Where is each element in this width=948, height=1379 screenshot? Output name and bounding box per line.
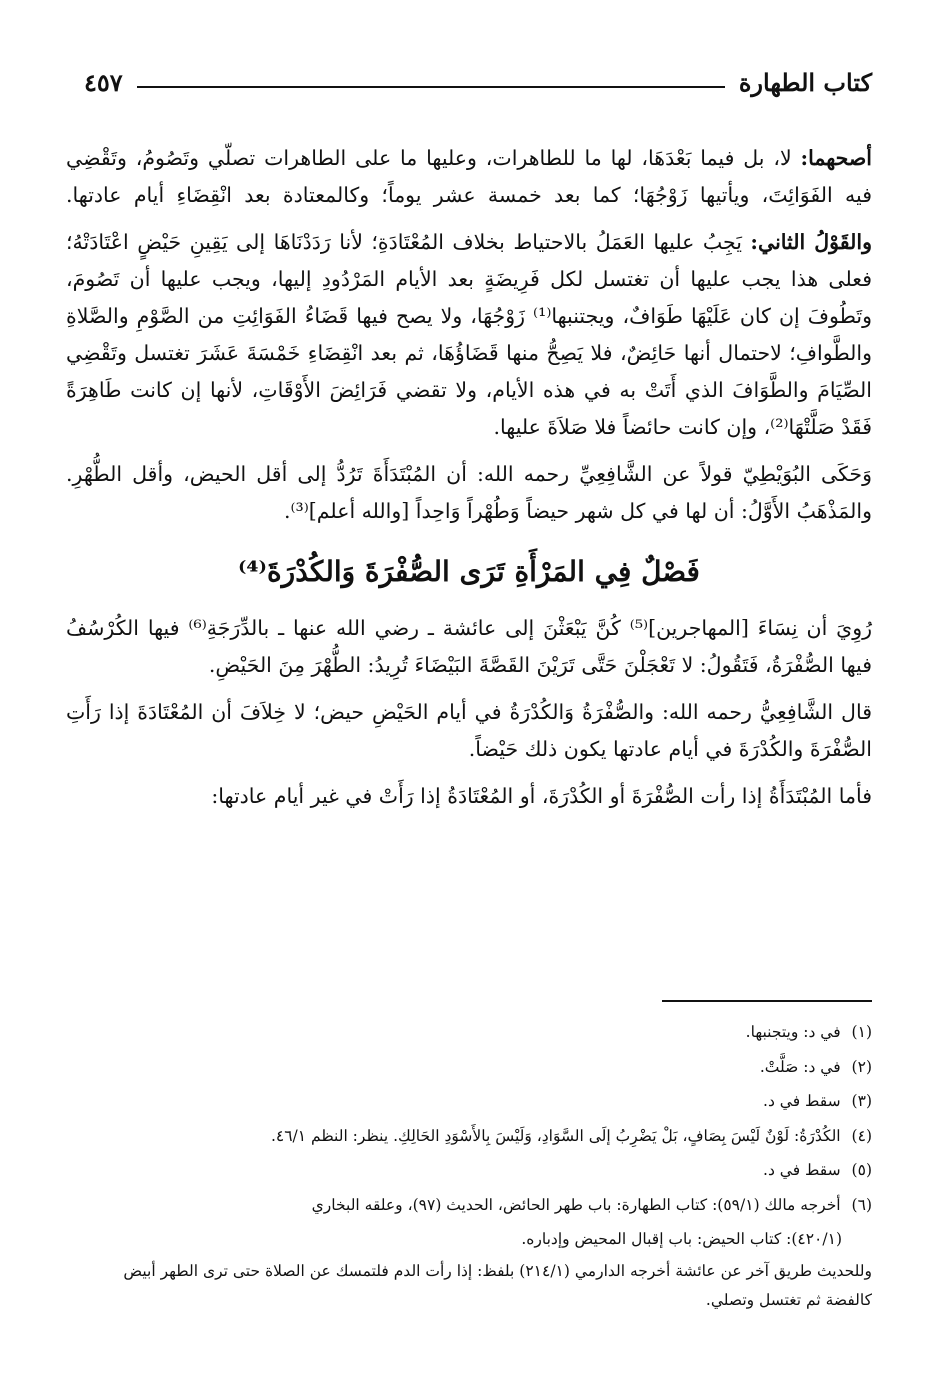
footnote-4: [84, 1122, 872, 1152]
footnote-2: [84, 1053, 872, 1083]
footnote-separator: [662, 1000, 872, 1002]
footnote-3: [84, 1087, 872, 1117]
header-rule: [137, 86, 725, 88]
footnote-number: (٦): [851, 1195, 872, 1214]
section-paragraph-1: رُوِيَ أن نِسَاءَ [المهاجرين]⁽⁵⁾ كُنَّ يَبْعَثْنَ إلى عائشة ـ رضي الله عنها ـ بالدِّرَجَةِ⁽⁶⁾ فيها الكُرْسُفُ فيها الصُّفْرَةُ، فَتَقُولُ: لا تَعْجَلْنَ حَتَّى تَرَيْنَ القَصَّةَ البَيْضَاءَ تُرِيدُ: الطُّهْرَ مِنَ الحَيْضِ.: [66, 616, 872, 677]
footnote-text: في د: ويتجنبها.: [745, 1023, 841, 1041]
footnote-6-continuation: (٤٢٠/١): كتاب الحيض: باب إقبال المحيض وإدباره.: [521, 1230, 842, 1248]
footnote-number: (١): [851, 1023, 872, 1041]
footnote-text: سقط في د.: [763, 1092, 841, 1110]
paragraph-text: وَحَكَى البُوَيْطِيّ قولاً عن الشَّافِعِيِّ رحمه الله: أن المُبْتَدَأَةَ تَرُدُّ إلى أقل الحيض، وأقل الطُّهْرِ. والمَذْهَبُ الأَوَّلُ: أن لها في كل شهر حيضاً وَطُهْراً وَاحِداً [والله أعلم]⁽³⁾.: [66, 462, 872, 523]
footnote-5: [84, 1156, 872, 1186]
paragraph-text: يَجِبُ عليها العَمَلُ بالاحتياط بخلاف المُعْتَادَةِ؛ لأنا رَدَدْنَاهَا إلى يَقِينِ حَيْضٍ اعْتَادَتْهُ؛ فعلى هذا يجب عليها أن تغتسل لكل فَرِيضَةٍ بعد الأيام المَرْدُودِ إليها، ويجب عليها أن تَصُومَ، وتَطُوفَ إن كان عَلَيْهَا طَوَافٌ، ويجتنبها⁽¹⁾ زَوْجُهَا، ولا يصح فيها قَضَاءُ الفَوَائِتِ من الصَّوْمِ والصَّلاةِ والطَّوافِ؛ لاحتمال أنها حَائِضٌ، فلا يَصِحُّ منها قَضَاؤُهَا، ثم بعد انْقِضَاءِ خَمْسَةَ عَشَرَ تغتسل وتَقْضِي الصِّيَامَ والطَّوَافَ الذي أَتَتْ به في هذه الأيام، ولا تقضي فَرَائِضَ الأَوْقَاتِ، لأنها إن كانت طَاهِرَةً فَقَدْ صَلَّتْهَا⁽²⁾، وإن كانت حائضاً فلا صَلاَةَ عليها.: [66, 230, 872, 439]
paragraph-text: لا، بل فيما بَعْدَهَا، لها ما للطاهرات، وعليها ما على الطاهرات تصلّي وتَصُومُ، وتَقْضِي فيه الفَوَائِتَ، ويأتيها زَوْجُهَا؛ كما بعد خمسة عشر يوماً؛ وكالمعتادة بعد انْقِضَاءِ أيام عادتها.: [66, 146, 872, 207]
footnote-text: في د: صَلَّتْ.: [759, 1057, 841, 1076]
footnote-extra: وللحديث طريق آخر عن عائشة أخرجه الدارمي (٢١٤/١) بلفظ: إذا رأت الدم فلتمسك عن الصلاة حتى ترى الطهر أبيض كالفضة ثم تغتسل وتصلي.: [123, 1261, 872, 1309]
section-paragraph-3: فأما المُبْتَدَأَةُ إذا رأت الصُّفْرَةَ أو الكُدْرَةَ، أو المُعْتَادَةُ إذا رَأَتْ في غير أيام عادتها:: [211, 784, 872, 808]
main-text: [66, 140, 872, 825]
page-number: ٤٥٧: [84, 67, 123, 97]
footnote-number: (٢): [851, 1057, 872, 1076]
paragraph-2: [66, 224, 872, 446]
footnote-text: سقط في د.: [763, 1161, 841, 1179]
section-paragraph-2: قال الشَّافِعِيُّ رحمه الله: والصُّفْرَةُ وَالكُدْرَةُ في أيام الحَيْضِ حيض؛ لا خِلاَفَ أن المُعْتَادَةَ إذا رَأَتِ الصُّفْرَةَ والكُدْرَةَ في أيام عادتها يكون ذلك حَيْضاً.: [66, 700, 873, 761]
book-title: كتاب الطهارة: [738, 67, 872, 97]
paragraph-3: [66, 456, 872, 530]
footnote-number: (٤): [851, 1126, 872, 1145]
footnotes: [84, 1018, 872, 1316]
paragraph-lead: أصحهما:: [800, 146, 872, 170]
footnote-text: أخرجه مالك (٥٩/١): كتاب الطهارة: باب طهر الحائض، الحديث (٩٧)، وعلقه البخاري: [311, 1195, 841, 1214]
paragraph-1: [66, 140, 872, 214]
footnote-6: [84, 1191, 872, 1221]
running-header: [84, 62, 872, 102]
footnote-text: الكُدْرَةُ: لَوْنٌ لَيْسَ بِصَافٍ، بَلْ يَضْرِبُ إلَى السَّوَادِ، وَلَيْسَ بِالأَسْوَدِ الحَالِكِ. ينظر: النظم ٤٦/١.: [270, 1126, 841, 1145]
footnote-number: (٥): [851, 1161, 872, 1179]
footnote-1: [84, 1018, 872, 1048]
footnote-number: (٣): [851, 1092, 872, 1110]
section-heading: فَصْلٌ فِي المَرْأَةِ تَرَى الصُّفْرَةَ وَالكُدْرَةَ⁽⁴⁾: [238, 555, 700, 588]
paragraph-lead: والقَوْلُ الثاني:: [750, 230, 872, 254]
